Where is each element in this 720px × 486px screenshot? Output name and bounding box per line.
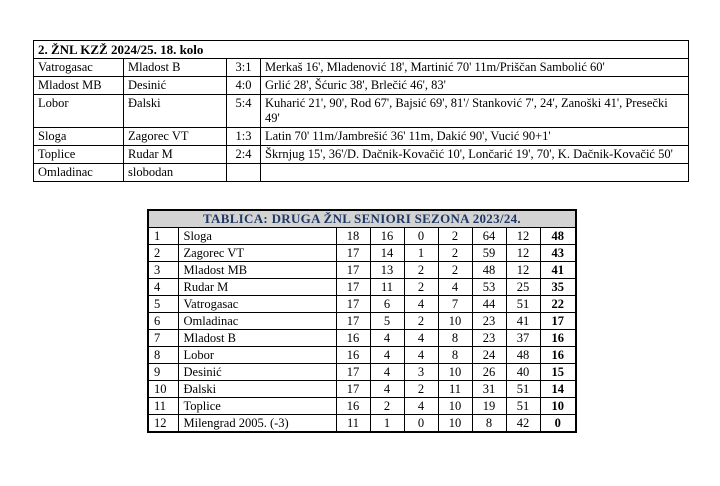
away-team-cell: Desinić [124,77,227,95]
played-cell: 11 [336,415,370,433]
drawn-cell: 2 [404,313,438,330]
goals-against-cell: 12 [506,262,540,279]
won-cell: 4 [370,364,404,381]
goals-against-cell: 51 [506,381,540,398]
home-team-cell: Toplice [34,146,124,164]
away-team-cell: slobodan [124,164,227,182]
played-cell: 16 [336,347,370,364]
rank-cell: 11 [148,398,178,415]
results-row [34,164,689,182]
team-cell: Lobor [178,347,336,364]
standings-row [148,381,576,398]
lost-cell: 2 [438,245,472,262]
away-team-cell: Mladost B [124,59,227,77]
score-cell [227,164,261,182]
home-team-cell: Lobor [34,95,124,128]
points-cell: 14 [540,381,576,398]
goals-for-cell: 8 [472,415,506,433]
points-cell: 16 [540,347,576,364]
played-cell: 16 [336,398,370,415]
scorers-cell: Merkaš 16', Mladenović 18', Martinić 70' 11m/Priščan Sambolić 60' [261,59,689,77]
points-cell: 16 [540,330,576,347]
goals-against-cell: 42 [506,415,540,433]
drawn-cell: 3 [404,364,438,381]
rank-cell: 12 [148,415,178,433]
points-cell: 0 [540,415,576,433]
standings-row [148,279,576,296]
drawn-cell: 4 [404,330,438,347]
score-cell: 1:3 [227,128,261,146]
score-cell: 5:4 [227,95,261,128]
rank-cell: 10 [148,381,178,398]
played-cell: 17 [336,262,370,279]
standings-table-title: TABLICA: DRUGA ŽNL SENIORI SEZONA 2023/24. [148,210,576,228]
results-title-row [34,41,689,59]
lost-cell: 10 [438,398,472,415]
standings-row [148,296,576,313]
points-cell: 15 [540,364,576,381]
won-cell: 4 [370,347,404,364]
home-team-cell: Mladost MB [34,77,124,95]
home-team-cell: Sloga [34,128,124,146]
lost-cell: 10 [438,415,472,433]
won-cell: 4 [370,330,404,347]
goals-for-cell: 31 [472,381,506,398]
rank-cell: 5 [148,296,178,313]
score-cell: 4:0 [227,77,261,95]
goals-for-cell: 64 [472,228,506,245]
points-cell: 17 [540,313,576,330]
standings-table [147,209,577,433]
goals-for-cell: 23 [472,330,506,347]
goals-for-cell: 59 [472,245,506,262]
lost-cell: 10 [438,313,472,330]
standings-row [148,245,576,262]
scorers-cell: Latin 70' 11m/Jambrešić 36' 11m, Dakić 90', Vucić 90+1' [261,128,689,146]
results-table [33,40,689,182]
away-team-cell: Đalski [124,95,227,128]
points-cell: 48 [540,228,576,245]
rank-cell: 1 [148,228,178,245]
goals-for-cell: 44 [472,296,506,313]
team-cell: Zagorec VT [178,245,336,262]
results-table-title: 2. ŽNL KZŽ 2024/25. 18. kolo [34,41,689,59]
won-cell: 4 [370,381,404,398]
team-cell: Mladost B [178,330,336,347]
won-cell: 13 [370,262,404,279]
goals-against-cell: 51 [506,296,540,313]
team-cell: Omladinac [178,313,336,330]
lost-cell: 7 [438,296,472,313]
goals-against-cell: 48 [506,347,540,364]
goals-against-cell: 41 [506,313,540,330]
drawn-cell: 4 [404,398,438,415]
played-cell: 17 [336,364,370,381]
rank-cell: 6 [148,313,178,330]
drawn-cell: 1 [404,245,438,262]
goals-against-cell: 51 [506,398,540,415]
standings-title-row [148,210,576,228]
goals-for-cell: 23 [472,313,506,330]
played-cell: 16 [336,330,370,347]
results-row [34,95,689,128]
won-cell: 1 [370,415,404,433]
scorers-cell: Škrnjug 15', 36'/D. Dačnik-Kovačić 10', Lončarić 19', 70', K. Dačnik-Kovačić 50' [261,146,689,164]
lost-cell: 8 [438,347,472,364]
goals-against-cell: 12 [506,228,540,245]
played-cell: 17 [336,381,370,398]
team-cell: Rudar M [178,279,336,296]
won-cell: 2 [370,398,404,415]
results-row [34,146,689,164]
played-cell: 17 [336,279,370,296]
goals-against-cell: 40 [506,364,540,381]
team-cell: Milengrad 2005. (-3) [178,415,336,433]
results-row [34,128,689,146]
results-row [34,77,689,95]
won-cell: 11 [370,279,404,296]
scorers-cell: Grlić 28', Šćuric 38', Brlečić 46', 83' [261,77,689,95]
standings-row [148,398,576,415]
team-cell: Sloga [178,228,336,245]
lost-cell: 2 [438,228,472,245]
played-cell: 18 [336,228,370,245]
team-cell: Desinić [178,364,336,381]
played-cell: 17 [336,313,370,330]
standings-row [148,262,576,279]
lost-cell: 11 [438,381,472,398]
score-cell: 2:4 [227,146,261,164]
rank-cell: 2 [148,245,178,262]
won-cell: 14 [370,245,404,262]
standings-row [148,330,576,347]
standings-row [148,415,576,433]
home-team-cell: Omladinac [34,164,124,182]
points-cell: 41 [540,262,576,279]
scorers-cell: Kuharić 21', 90', Rod 67', Bajsić 69', 81'/ Stanković 7', 24', Zanoški 41', Presečki 49' [261,95,689,128]
standings-row [148,313,576,330]
won-cell: 6 [370,296,404,313]
team-cell: Đalski [178,381,336,398]
lost-cell: 8 [438,330,472,347]
standings-row [148,347,576,364]
team-cell: Vatrogasac [178,296,336,313]
goals-for-cell: 24 [472,347,506,364]
won-cell: 16 [370,228,404,245]
drawn-cell: 2 [404,279,438,296]
goals-for-cell: 53 [472,279,506,296]
away-team-cell: Zagorec VT [124,128,227,146]
standings-row [148,364,576,381]
home-team-cell: Vatrogasac [34,59,124,77]
played-cell: 17 [336,245,370,262]
goals-against-cell: 25 [506,279,540,296]
won-cell: 5 [370,313,404,330]
scorers-cell [261,164,689,182]
goals-against-cell: 12 [506,245,540,262]
rank-cell: 9 [148,364,178,381]
results-row [34,59,689,77]
lost-cell: 10 [438,364,472,381]
away-team-cell: Rudar M [124,146,227,164]
drawn-cell: 2 [404,381,438,398]
lost-cell: 4 [438,279,472,296]
goals-for-cell: 48 [472,262,506,279]
team-cell: Mladost MB [178,262,336,279]
points-cell: 35 [540,279,576,296]
points-cell: 10 [540,398,576,415]
played-cell: 17 [336,296,370,313]
rank-cell: 7 [148,330,178,347]
standings-row [148,228,576,245]
rank-cell: 8 [148,347,178,364]
goals-against-cell: 37 [506,330,540,347]
drawn-cell: 0 [404,415,438,433]
lost-cell: 2 [438,262,472,279]
goals-for-cell: 26 [472,364,506,381]
points-cell: 43 [540,245,576,262]
rank-cell: 3 [148,262,178,279]
goals-for-cell: 19 [472,398,506,415]
drawn-cell: 4 [404,347,438,364]
drawn-cell: 0 [404,228,438,245]
rank-cell: 4 [148,279,178,296]
points-cell: 22 [540,296,576,313]
team-cell: Toplice [178,398,336,415]
drawn-cell: 4 [404,296,438,313]
drawn-cell: 2 [404,262,438,279]
score-cell: 3:1 [227,59,261,77]
